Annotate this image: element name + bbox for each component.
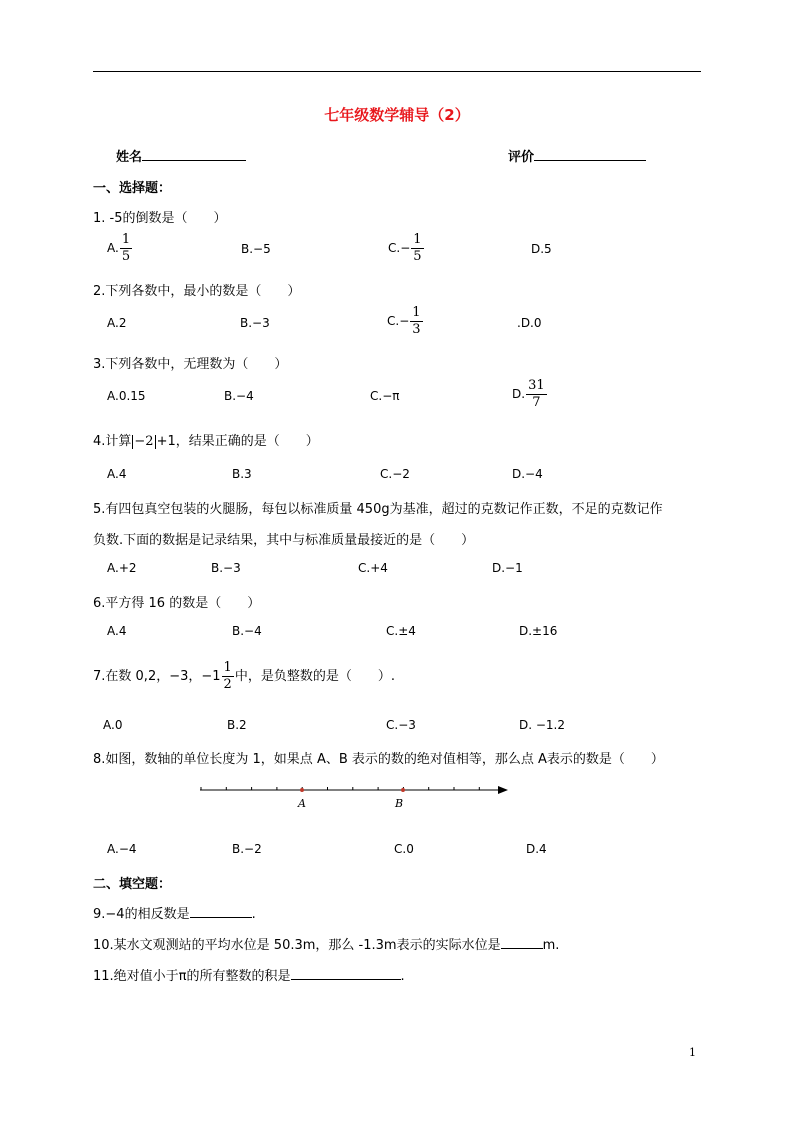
q1-c-numerator: 1 <box>413 232 422 247</box>
q3-option-b[interactable]: B.−4 <box>224 389 254 403</box>
q1-c-denominator: 5 <box>413 249 422 264</box>
q7-option-d[interactable]: D. −1.2 <box>519 718 566 732</box>
q8-option-b[interactable]: B.−2 <box>232 842 262 856</box>
section-choice-heading: 一、选择题： <box>93 181 172 196</box>
q1-option-a[interactable] <box>107 232 133 265</box>
q10-text: 10.某水文观测站的平均水位是 50.3m，那么 -1.3m表示的实际水位是 <box>93 938 501 953</box>
q2-option-c[interactable] <box>387 305 424 338</box>
q4-option-a[interactable]: A.4 <box>107 467 127 481</box>
q7-option-b[interactable]: B.2 <box>227 718 247 732</box>
q1-option-a-label: A. <box>107 241 119 255</box>
q4-option-c[interactable]: C.−2 <box>380 467 410 481</box>
question-2-stem: 2.下列各数中，最小的数是（ ） <box>93 284 301 299</box>
q8-option-d[interactable]: D.4 <box>526 842 547 856</box>
q3-option-d[interactable] <box>512 378 548 411</box>
q6-option-c[interactable]: C.±4 <box>386 624 416 638</box>
q2-option-a[interactable]: A.2 <box>107 316 127 330</box>
q4-stem-prefix: 4.计算 <box>93 434 132 449</box>
q2-option-d[interactable]: .D.0 <box>517 316 542 330</box>
q9-text: 9.−4的相反数是 <box>93 907 190 922</box>
q6-option-d[interactable]: D.±16 <box>519 624 558 638</box>
q1-option-c-label: C.− <box>388 241 411 255</box>
question-5-line-1: 5.有四包真空包装的火腿肠，每包以标准质量 450g为基准，超过的克数记作正数，不足的克数记作 <box>93 502 663 517</box>
question-6-stem: 6.平方得 16 的数是（ ） <box>93 596 261 611</box>
q1-option-c[interactable] <box>388 232 425 265</box>
name-field <box>116 146 246 165</box>
q1-c-fraction <box>411 232 423 265</box>
q3-option-a[interactable]: A.0.15 <box>107 389 146 403</box>
q5-option-c[interactable]: C.+4 <box>358 561 388 575</box>
q1-option-d[interactable]: D.5 <box>531 242 552 256</box>
q7-mixed-fraction <box>222 660 234 693</box>
q7-stem-prefix: 7.在数 0,2，−3，−1 <box>93 669 221 684</box>
q10-answer-blank[interactable] <box>501 935 543 949</box>
q7-stem-suffix: 中，是负整数的是（ ）. <box>234 669 395 684</box>
point-b-label: B <box>395 797 404 810</box>
question-3-stem: 3.下列各数中，无理数为（ ） <box>93 357 288 372</box>
q4-option-d[interactable]: D.−4 <box>512 467 543 481</box>
q6-option-a[interactable]: A.4 <box>107 624 127 638</box>
q6-option-b[interactable]: B.−4 <box>232 624 262 638</box>
q10-unit: m. <box>542 938 560 953</box>
q1-a-numerator: 1 <box>121 232 131 247</box>
q3-d-fraction <box>526 378 547 411</box>
q8-option-c[interactable]: C.0 <box>394 842 414 856</box>
q7-denominator: 2 <box>223 677 232 692</box>
point-b-marker <box>401 788 405 792</box>
question-1-stem: 1. -5的倒数是（ ） <box>93 211 227 226</box>
page-number: 1 <box>689 1046 696 1059</box>
q11-period: . <box>400 969 405 984</box>
q3-d-numerator: 31 <box>528 378 545 393</box>
question-4-stem <box>93 430 319 449</box>
q5-option-d[interactable]: D.−1 <box>492 561 523 575</box>
eval-label: 评价 <box>508 150 535 165</box>
q2-option-c-label: C.− <box>387 314 410 328</box>
q11-answer-blank[interactable] <box>291 966 401 980</box>
q1-a-fraction <box>120 232 132 265</box>
name-label: 姓名 <box>116 150 143 165</box>
q4-option-b[interactable]: B.3 <box>232 467 252 481</box>
q8-option-a[interactable]: A.−4 <box>107 842 137 856</box>
q5-option-b[interactable]: B.−3 <box>211 561 241 575</box>
q2-c-numerator: 1 <box>412 305 421 320</box>
q9-answer-blank[interactable] <box>190 904 252 918</box>
q5-option-a[interactable]: A.+2 <box>107 561 137 575</box>
name-blank[interactable] <box>142 147 246 161</box>
question-10 <box>93 934 559 953</box>
q2-option-b[interactable]: B.−3 <box>240 316 270 330</box>
header-rule <box>93 71 701 72</box>
question-9 <box>93 903 256 922</box>
number-line-arrow-icon <box>498 786 508 794</box>
eval-blank[interactable] <box>534 147 646 161</box>
section-fill-heading: 二、填空题： <box>93 877 172 892</box>
q7-option-a[interactable]: A.0 <box>103 718 123 732</box>
q1-a-denominator: 5 <box>121 249 131 264</box>
q3-option-c[interactable]: C.−π <box>370 389 400 403</box>
q4-stem-suffix: +1，结果正确的是（ ） <box>156 434 319 449</box>
question-7-stem <box>93 660 395 693</box>
q3-option-d-label: D. <box>512 387 526 401</box>
question-8-stem: 8.如图，数轴的单位长度为 1，如果点 A、B 表示的数的绝对值相等，那么点 A表示的数是（ ） <box>93 752 664 767</box>
q7-numerator: 1 <box>223 660 232 675</box>
point-a-marker <box>300 788 304 792</box>
q1-option-b[interactable]: B.−5 <box>241 242 271 256</box>
q9-period: . <box>251 907 256 922</box>
q7-option-c[interactable]: C.−3 <box>386 718 416 732</box>
q3-d-denominator: 7 <box>532 395 541 410</box>
page-title: 七年级数学辅导（2） <box>324 106 470 124</box>
q2-c-denominator: 3 <box>412 322 421 337</box>
q11-text: 11.绝对值小于π的所有整数的积是 <box>93 969 291 984</box>
point-a-label: A <box>298 797 306 810</box>
q4-abs-inner: −2 <box>134 434 154 449</box>
abs-bar-right <box>155 435 156 449</box>
q2-c-fraction <box>410 305 422 338</box>
eval-field <box>508 146 646 165</box>
question-5-line-2: 负数.下面的数据是记录结果，其中与标准质量最接近的是（ ） <box>93 533 475 548</box>
question-11 <box>93 965 405 984</box>
number-line-diagram <box>198 778 512 812</box>
